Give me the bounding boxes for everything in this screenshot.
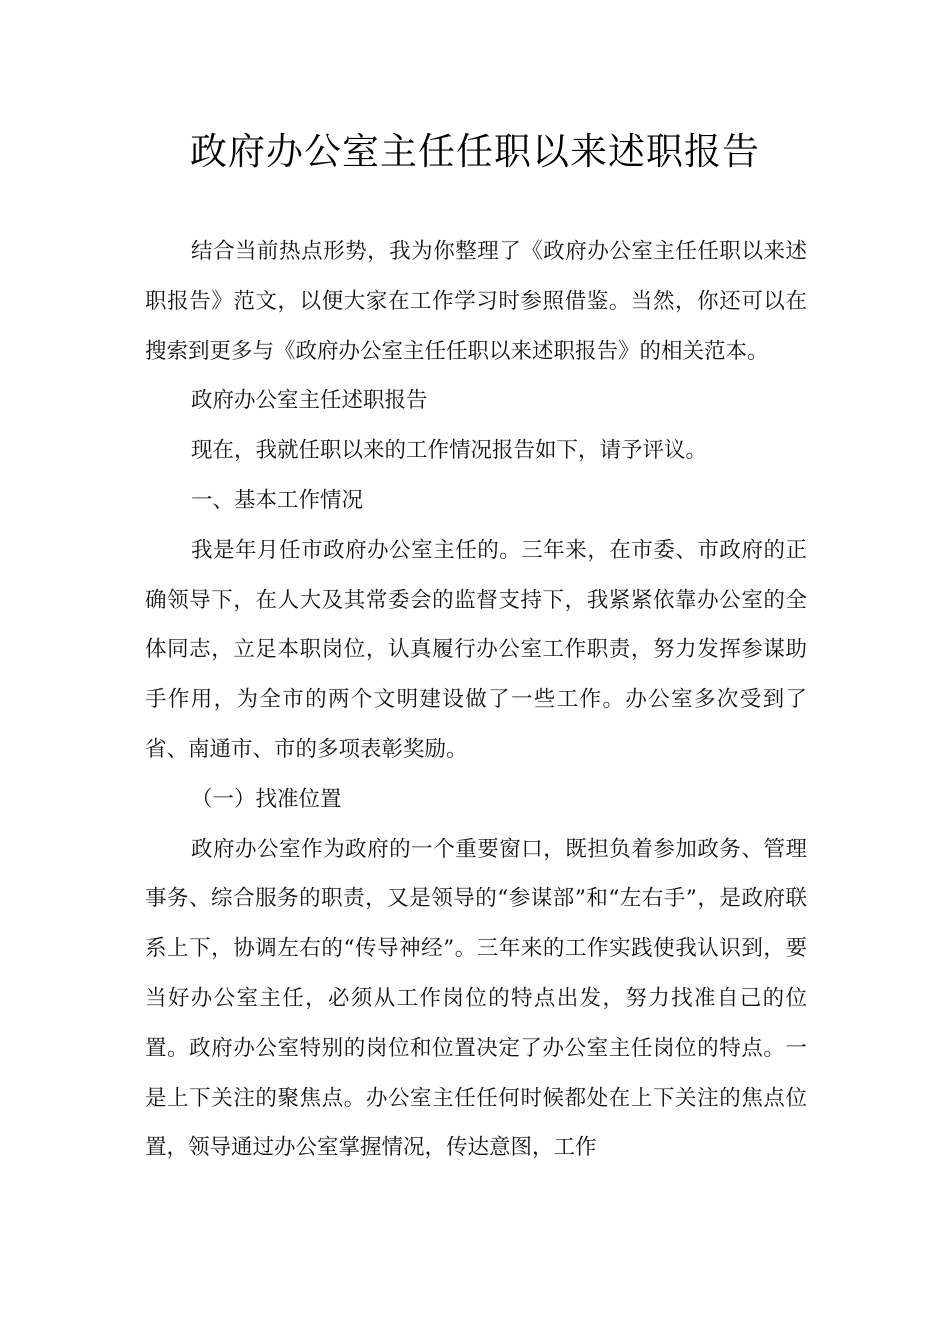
document-title: 政府办公室主任任职以来述职报告 [190,130,760,173]
report-subtitle: 政府办公室主任述职报告 [191,388,428,414]
section-paragraph-basic-work: 我是年月任市政府办公室主任的。三年来，在市委、市政府的正确领导下，在人大及其常委会的监督支持下，我紧紧依靠办公室的全体同志，立足本职岗位，认真履行办公室工作职责，努力发挥参谋助手作用，为全市的两个文明建设做了一些工作。办公室多次受到了省、南通市、市的多项表彰奖励。 [145,537,807,762]
intro-paragraph: 结合当前热点形势，我为你整理了《政府办公室主任任职以来述职报告》范文，以便大家在工作学习时参照借鉴。当然，你还可以在搜索到更多与《政府办公室主任任职以来述职报告》的相关范本。 [145,239,807,364]
section-heading-basic-work: 一、基本工作情况 [191,487,364,513]
subsection-heading-find-position: （一）找准位置 [191,786,342,812]
opening-paragraph: 现在，我就任职以来的工作情况报告如下，请予评议。 [191,438,708,464]
subsection-paragraph-find-position: 政府办公室作为政府的一个重要窗口，既担负着参加政务、管理事务、综合服务的职责，又是领导的“参谋部”和“左右手”，是政府联系上下，协调左右的“传导神经”。三年来的工作实践使我认识到，要当好办公室主任，必须从工作岗位的特点出发，努力找准自己的位置。政府办公室特别的岗位和位置决定了办公室主任岗位的特点。一是上下关注的聚焦点。办公室主任任何时候都处在上下关注的焦点位置，领导通过办公室掌握情况，传达意图，工作 [145,836,807,1161]
document-body [145,227,807,1173]
